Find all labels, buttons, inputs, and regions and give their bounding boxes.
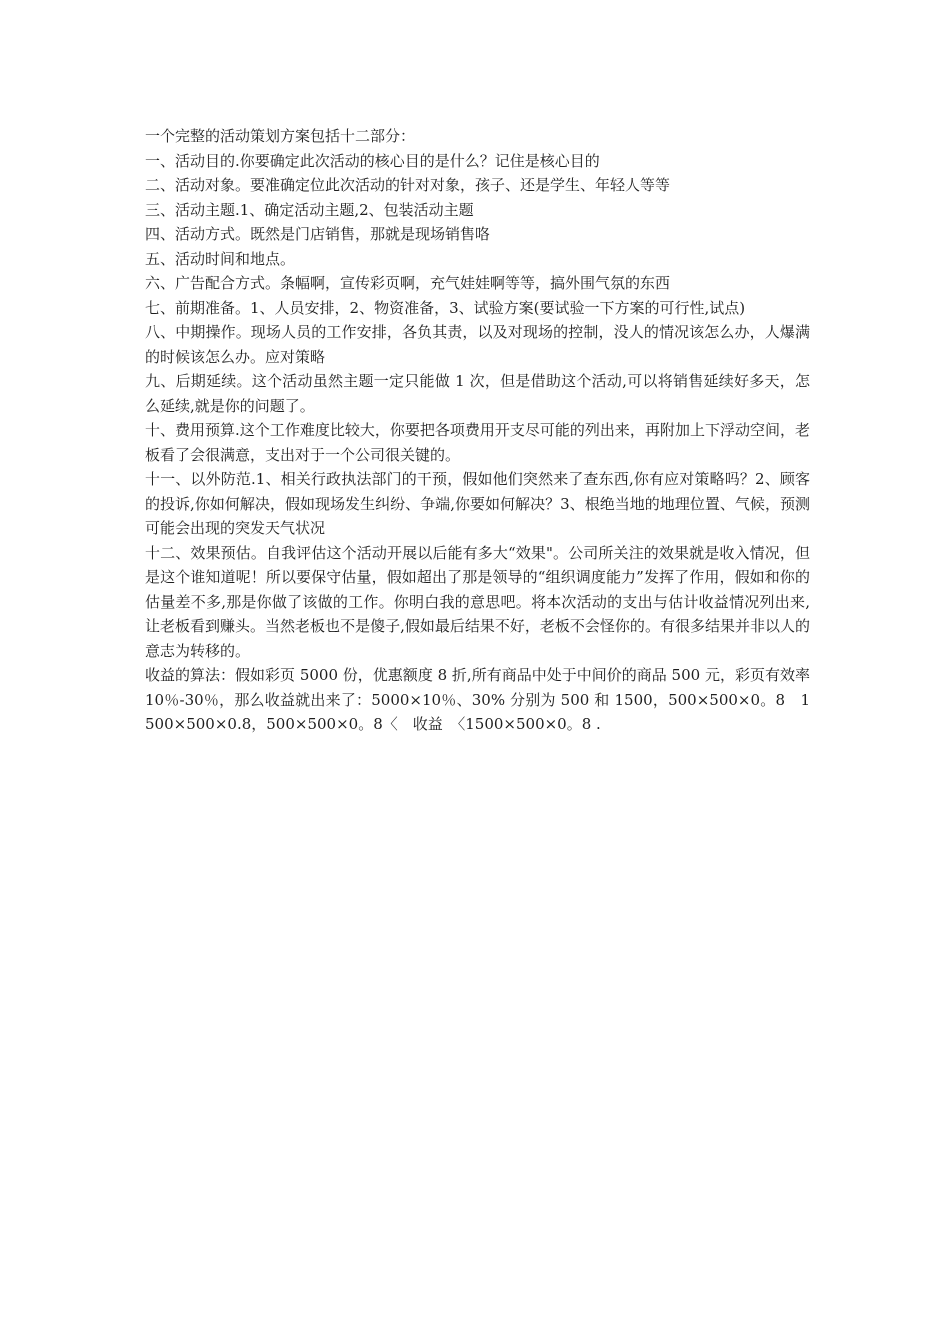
section-4-method: 四、活动方式。既然是门店销售，那就是现场销售咯: [145, 225, 491, 243]
section-8-operation: 八、中期操作。现场人员的工作安排，各负其责，以及对现场的控制，没人的情况该怎么办，人爆满的时候该怎么办。应对策略: [145, 323, 810, 366]
section-9-followup: 九、后期延续。这个活动虽然主题一定只能做 1 次，但是借助这个活动,可以将销售延续好多天，怎么延续,就是你的问题了。: [145, 372, 810, 415]
document-body: [145, 124, 810, 737]
section-2-audience: 二、活动对象。要准确定位此次活动的针对对象，孩子、还是学生、年轻人等等: [145, 176, 671, 194]
section-3-theme: 三、活动主题.1、确定活动主题,2、包装活动主题: [145, 200, 474, 219]
section-7-preparation: 七、前期准备。1、人员安排，2、物资准备，3、试验方案(要试验一下方案的可行性,试点): [145, 298, 746, 317]
intro-line: 一个完整的活动策划方案包括十二部分：: [145, 127, 416, 145]
section-1-purpose: 一、活动目的.你要确定此次活动的核心目的是什么？记住是核心目的: [145, 151, 600, 170]
section-12-evaluation: 十二、效果预估。自我评估这个活动开展以后能有多大“效果"。公司所关注的效果就是收入情况，但是这个谁知道呢！所以要保守估量，假如超出了那是领导的“组织调度能力”发挥了作用，假如和你的估量差不多,那是你做了该做的工作。你明白我的意思吧。将本次活动的支出与估计收益情况列出来,让老板看到赚头。当然老板也不是傻子,假如最后结果不好，老板不会怪你的。有很多结果并非以人的意志为转移的。: [145, 543, 810, 660]
section-11-risk: 十一、以外防范.1、相关行政执法部门的干预，假如他们突然来了查东西,你有应对策略吗？2、顾客的投诉,你如何解决，假如现场发生纠纷、争端,你要如何解决？3、根绝当地的地理位置、气候，预测可能会出现的突发天气状况: [145, 470, 810, 537]
section-6-advertising: 六、广告配合方式。条幅啊，宣传彩页啊，充气娃娃啊等等，搞外围气氛的东西: [145, 274, 671, 292]
section-10-budget: 十、费用预算.这个工作难度比较大，你要把各项费用开支尽可能的列出来，再附加上下浮动空间，老板看了会很满意，支出对于一个公司很关键的。: [145, 421, 810, 464]
section-5-time-place: 五、活动时间和地点。: [145, 249, 296, 268]
revenue-calculation: 收益的算法：假如彩页 5000 份，优惠额度 8 折,所有商品中处于中间价的商品 500 元，彩页有效率 10％-30％，那么收益就出来了：5000×10％、30% 分别为 500 和 1500，500×500×0。8 1500×500×0.8，500×500×0。8〈 收益 〈1500×500×0。8 .: [145, 666, 810, 733]
